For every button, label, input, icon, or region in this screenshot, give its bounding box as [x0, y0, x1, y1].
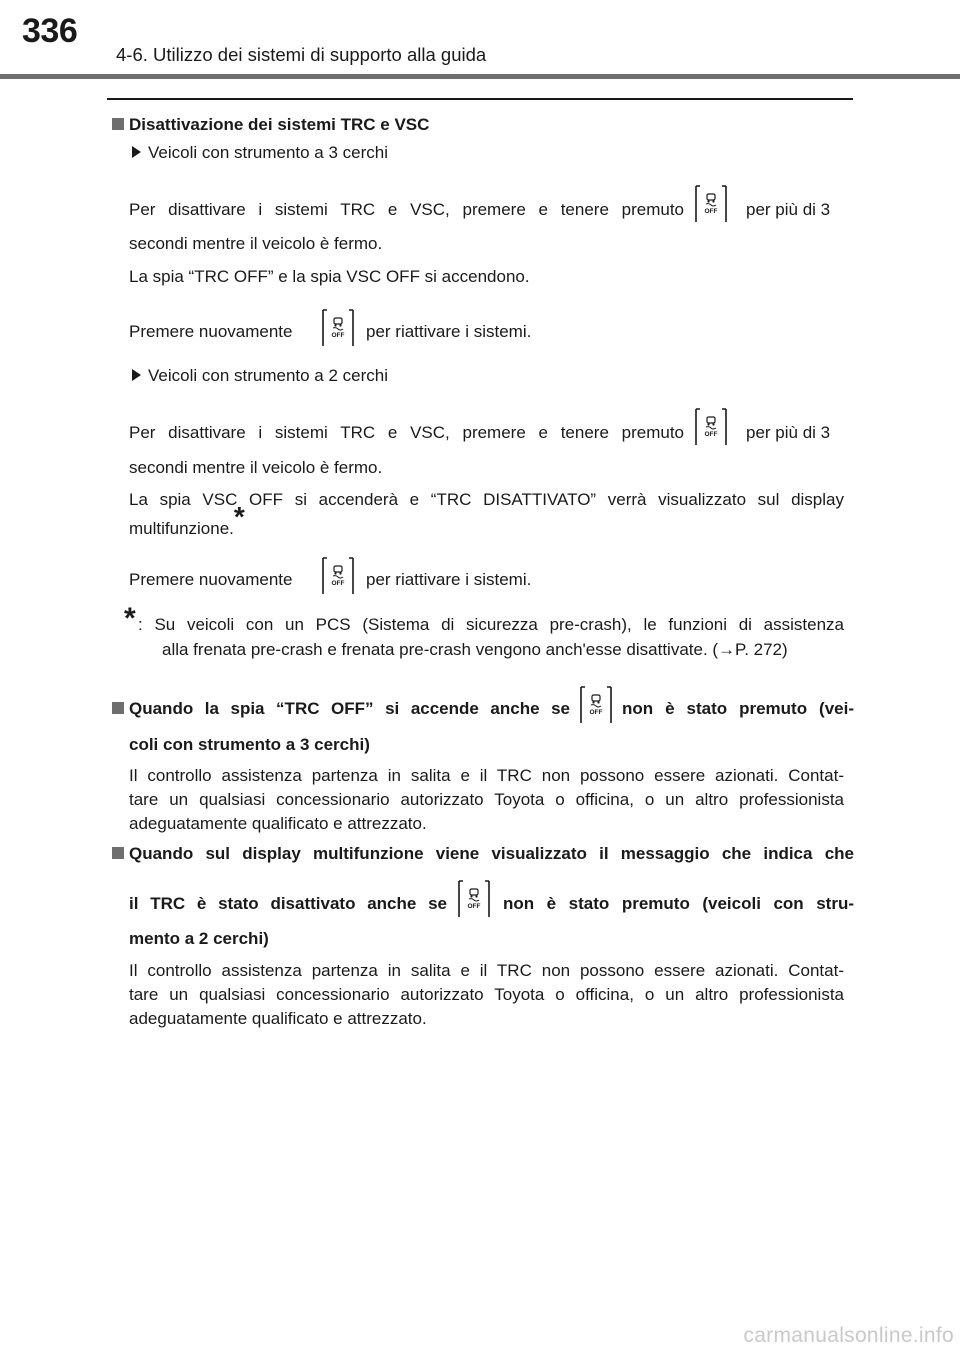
vsc-off-button-icon: [693, 408, 729, 446]
section-heading-display: il TRC è stato disattivato anche se: [129, 894, 447, 913]
vsc-off-button-icon: [320, 557, 356, 595]
paragraph-text: multifunzione.*: [129, 501, 245, 538]
section-heading-trc-off: Quando la spia “TRC OFF” si accende anche se: [112, 696, 570, 721]
subheading-3-cerchi: Veicoli con strumento a 3 cerchi: [132, 140, 388, 165]
section-heading-disattivazione: Disattivazione dei sistemi TRC e VSC: [112, 112, 429, 137]
watermark: carmanualsonline.info: [743, 1324, 954, 1347]
paragraph-text: per più di 3: [746, 200, 831, 219]
square-bullet-icon: [112, 118, 124, 130]
paragraph-text: adeguatamente qualificato e attrezzato.: [129, 1009, 427, 1028]
footnote: : Su veicoli con un PCS (Sistema di sicurezza pre-crash), le funzioni di assistenza alla frenata pre-crash e frenata pre-crash vengono anch'esse disattivate. (→P. 272): [138, 615, 844, 659]
vsc-off-icon-label: OFF: [589, 709, 603, 716]
vsc-off-icon-label: OFF: [467, 903, 481, 910]
vsc-off-icon-label: OFF: [704, 208, 718, 215]
page-header: [0, 0, 960, 80]
triangle-bullet-icon: [132, 146, 141, 158]
vsc-off-button-icon: [456, 880, 492, 918]
paragraph-text: per riattivare i sistemi.: [366, 322, 532, 341]
section-heading-trc-off: non è stato premuto (vei-: [622, 699, 854, 718]
paragraph-text: Il controllo assistenza partenza in salita e il TRC non possono essere azionati. Contat-: [129, 961, 844, 980]
page-number: 336: [22, 12, 78, 50]
paragraph-text: secondi mentre il veicolo è fermo.: [129, 234, 383, 253]
paragraph-text: La spia VSC OFF si accenderà e “TRC DISATTIVATO” verrà visualizzato sul display: [129, 490, 844, 509]
vsc-off-button-icon: [578, 686, 614, 724]
paragraph-text: tare un qualsiasi concessionario autorizzato Toyota o officina, o un altro professionista: [129, 790, 844, 809]
vsc-off-button-icon: [693, 185, 729, 223]
paragraph-text: Premere nuovamente: [129, 570, 293, 589]
header-rule: [0, 74, 960, 79]
square-bullet-icon: [112, 702, 124, 714]
section-heading-display: non è stato premuto (veicoli con stru-: [503, 894, 854, 913]
footnote-marker: *: [233, 501, 245, 532]
square-bullet-icon: [112, 847, 124, 859]
section-title: 4-6. Utilizzo dei sistemi di supporto alla guida: [116, 44, 487, 65]
section-heading-display: Quando sul display multifunzione viene visualizzato il messaggio che indica che: [112, 841, 854, 866]
paragraph-text: Il controllo assistenza partenza in salita e il TRC non possono essere azionati. Contat-: [129, 766, 844, 785]
paragraph-text: per più di 3: [746, 423, 831, 442]
paragraph-text: tare un qualsiasi concessionario autorizzato Toyota o officina, o un altro professionista: [129, 985, 844, 1004]
paragraph-text: La spia “TRC OFF” e la spia VSC OFF si accendono.: [129, 267, 530, 286]
section-heading-display: mento a 2 cerchi): [129, 929, 269, 948]
paragraph-text: per riattivare i sistemi.: [366, 570, 532, 589]
paragraph-text: Per disattivare i sistemi TRC e VSC, premere e tenere premuto: [129, 200, 684, 219]
paragraph-text: secondi mentre il veicolo è fermo.: [129, 458, 383, 477]
triangle-bullet-icon: [132, 369, 141, 381]
subheading-2-cerchi: Veicoli con strumento a 2 cerchi: [132, 363, 388, 388]
vsc-off-icon-label: OFF: [331, 580, 345, 587]
content-divider: [107, 98, 853, 100]
paragraph-text: Premere nuovamente: [129, 322, 293, 341]
vsc-off-button-icon: [320, 309, 356, 347]
vsc-off-icon-label: OFF: [331, 332, 345, 339]
footnote-marker: *: [124, 602, 136, 635]
paragraph-text: adeguatamente qualificato e attrezzato.: [129, 814, 427, 833]
paragraph-text: Per disattivare i sistemi TRC e VSC, premere e tenere premuto: [129, 423, 684, 442]
section-heading-trc-off: coli con strumento a 3 cerchi): [129, 735, 370, 754]
vsc-off-icon-label: OFF: [704, 431, 718, 438]
